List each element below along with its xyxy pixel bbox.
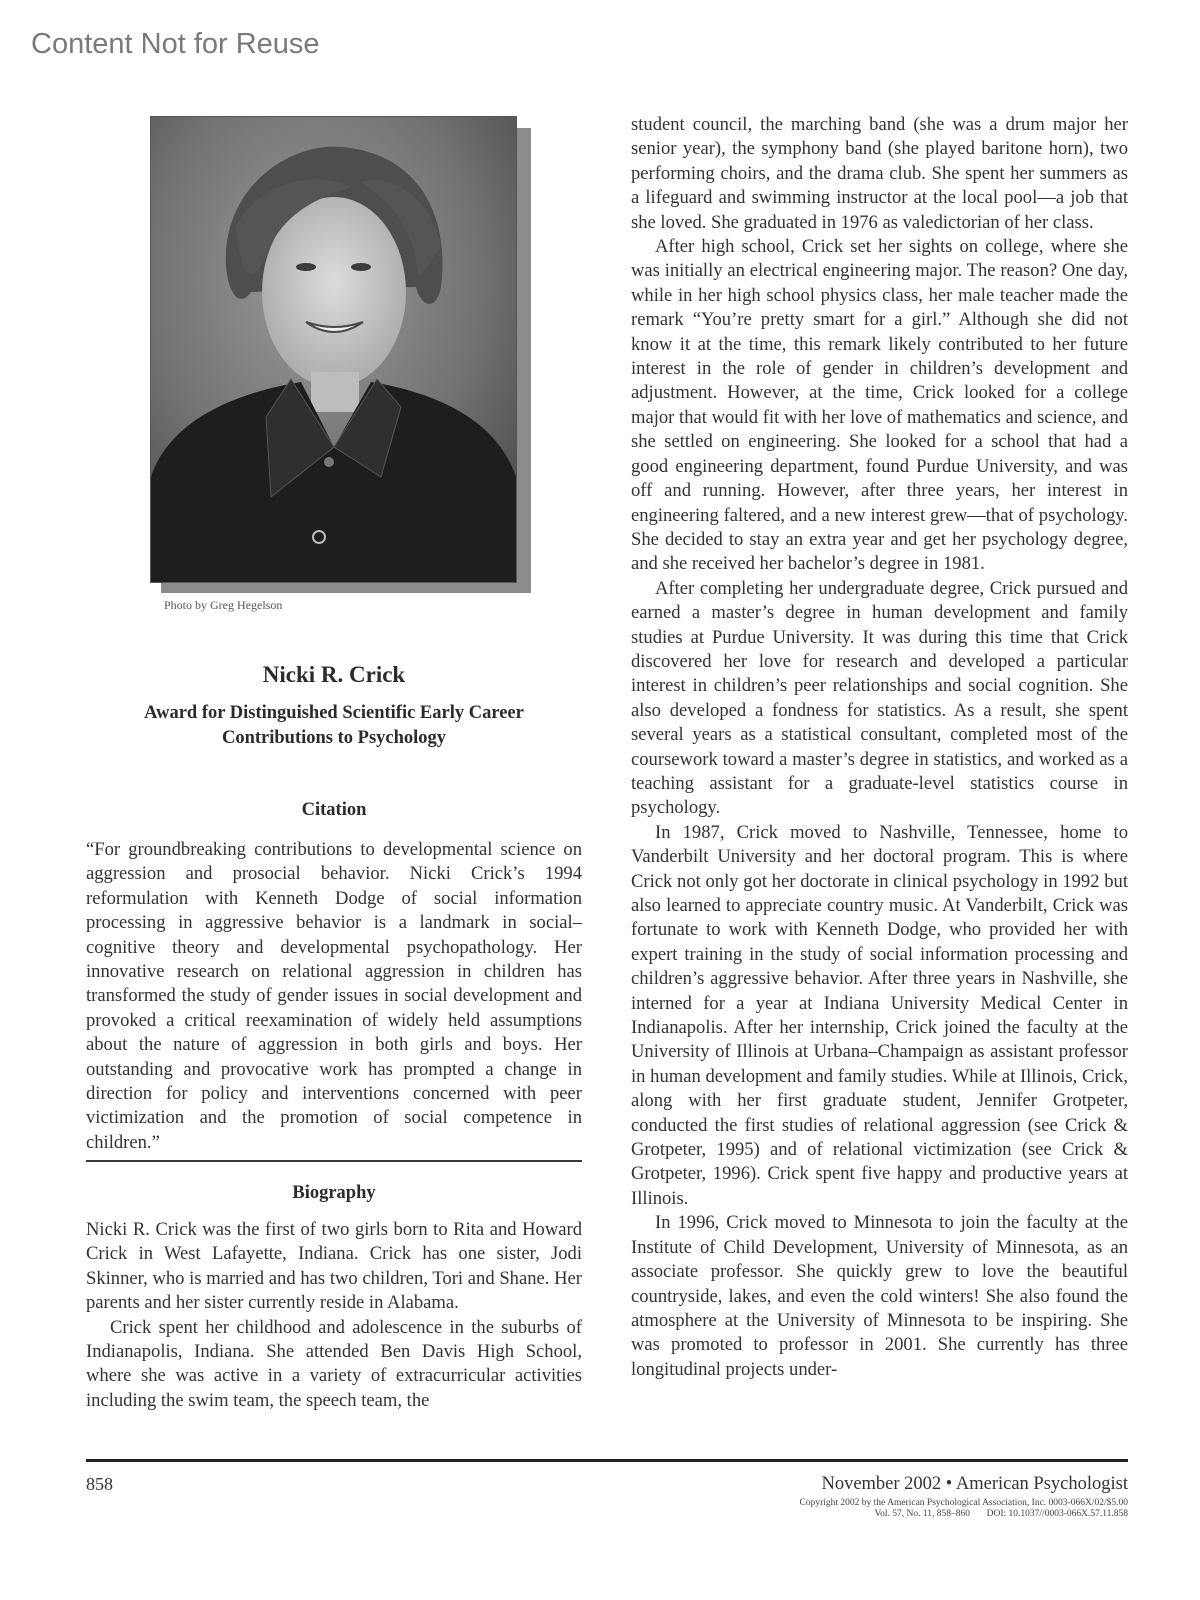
biography-paragraph: Crick spent her childhood and adolescence in the suburbs of Indianapolis, Indiana. She attended Ben Davis High School, where she was active in a variety of extracurricular activities including the swim team, the speech team, the: [86, 1316, 582, 1411]
journal-issue-line: November 2002 • American Psychologist: [821, 1474, 1128, 1494]
citation-paragraph: “For groundbreaking contributions to developmental science on aggression and prosocial behavior. Nicki Crick’s 1994 reformulation with Kenneth Dodge of social information processing in aggressive behavior is a landmark in social–cognitive theory and developmental psychopathology. Her innovative research on relational aggression in children has transformed the study of gender issues in social development and provoked a critical reexamination of widely held assumptions about the nature of aggression in both girls and boys. Her outstanding and provocative work has prompted a change in direction for policy and interventions concerned with peer victimization and the promotion of social competence in children.”: [86, 839, 582, 1153]
page-number: 858: [86, 1474, 113, 1494]
biography-paragraph: student council, the marching band (she was a drum major her senior year), the symphony band (she played baritone horn), two performing choirs, and the drama club. She spent her summers as a lifeguard and swimming instructor at the local pool—a job that she loved. She graduated in 1976 as valedictorian of her class.: [631, 114, 1128, 233]
award-title: [86, 701, 582, 751]
copyright-line-1: Copyright 2002 by the American Psychological Association, Inc. 0003-066X/02/$5.00: [799, 1498, 1128, 1508]
footer-rule: [86, 1459, 1128, 1462]
award-title-line-1: Award for Distinguished Scientific Early Career: [144, 703, 524, 723]
biography-heading: Biography: [292, 1183, 376, 1203]
copyright-block: [799, 1498, 1128, 1520]
biography-left-column: [86, 1218, 582, 1413]
biography-paragraph: After high school, Crick set her sights on college, where she was initially an electrical engineering major. The reason? One day, while in her high school physics class, her male teacher made the remark “You’re pretty smart for a girl.” Although she did not know it at the time, this remark likely contributed to her future interest in the role of gender in children’s development and adjustment. However, at the time, Crick looked for a college major that would fit with her love of mathematics and science, and she settled on engineering. She looked for a school that had a good engineering department, found Purdue University, and was off and running. However, after three years, her interest in engineering faltered, and a new interest grew—that of psychology. She decided to stay an extra year and get her psychology degree, and she received her bachelor’s degree in 1981.: [631, 236, 1128, 575]
biography-paragraph: In 1996, Crick moved to Minnesota to join the faculty at the Institute of Child Development, University of Minnesota, as an associate professor. She quickly grew to love the beautiful countryside, lakes, and even the cold winters! She also found the atmosphere at the University of Minnesota to be inspiring. She was promoted to professor in 2001. She currently has three longitudinal projects under-: [631, 1212, 1128, 1380]
biography-paragraph: After completing her undergraduate degree, Crick pursued and earned a master’s degree in human development and family studies at Purdue University. It was during this time that Crick discovered her love for research and developed a particular interest in children’s peer relationships and social cognition. She also developed a fondness for statistics. As a result, she spent several years as a statistical consultant, completed most of the coursework toward a master’s degree in statistics, and worked as a teaching assistant for a graduate-level statistics course in psychology.: [631, 577, 1128, 819]
portrait-illustration-icon: [151, 117, 516, 582]
citation-body: [86, 838, 582, 1155]
citation-heading: Citation: [301, 800, 367, 820]
biography-paragraph: Nicki R. Crick was the first of two girls born to Rita and Howard Crick in West Lafayette, Indiana. Crick has one sister, Jodi Skinner, who is married and has two children, Tori and Shane. Her parents and her sister currently reside in Alabama.: [86, 1219, 582, 1314]
section-divider: [86, 1160, 582, 1162]
watermark-text: Content Not for Reuse: [31, 28, 320, 60]
biography-paragraph: In 1987, Crick moved to Nashville, Tennessee, home to Vanderbilt University and her doctoral program. This is where Crick not only got her doctorate in clinical psychology in 1992 but also learned to appreciate country music. At Vanderbilt, Crick was fortunate to work with Kenneth Dodge, who provided her with expert training in the study of social information processing and children’s aggressive behavior. After three years in Nashville, she interned for a year at Indiana University Medical Center in Indianapolis. After her internship, Crick joined the faculty at the University of Illinois at Urbana–Champaign as assistant professor in human development and family studies. While at Illinois, Crick, along with her first graduate student, Jennifer Grotpeter, conducted the first studies of relational aggression (see Crick & Grotpeter, 1995) and of relational victimization (see Crick & Grotpeter, 1996). Crick spent five happy and productive years at Illinois.: [631, 821, 1128, 1209]
award-title-line-2: Contributions to Psychology: [221, 728, 447, 748]
awardee-name: Nicki R. Crick: [262, 662, 406, 687]
photo-credit: Photo by Greg Hegelson: [164, 598, 283, 612]
portrait-photo-frame: [150, 116, 520, 591]
biography-right-column: [631, 113, 1128, 1382]
portrait-photo: [150, 116, 517, 583]
copyright-line-2: Vol. 57, No. 11, 858–860 DOI: 10.1037//0003-066X.57.11.858: [874, 1509, 1128, 1519]
